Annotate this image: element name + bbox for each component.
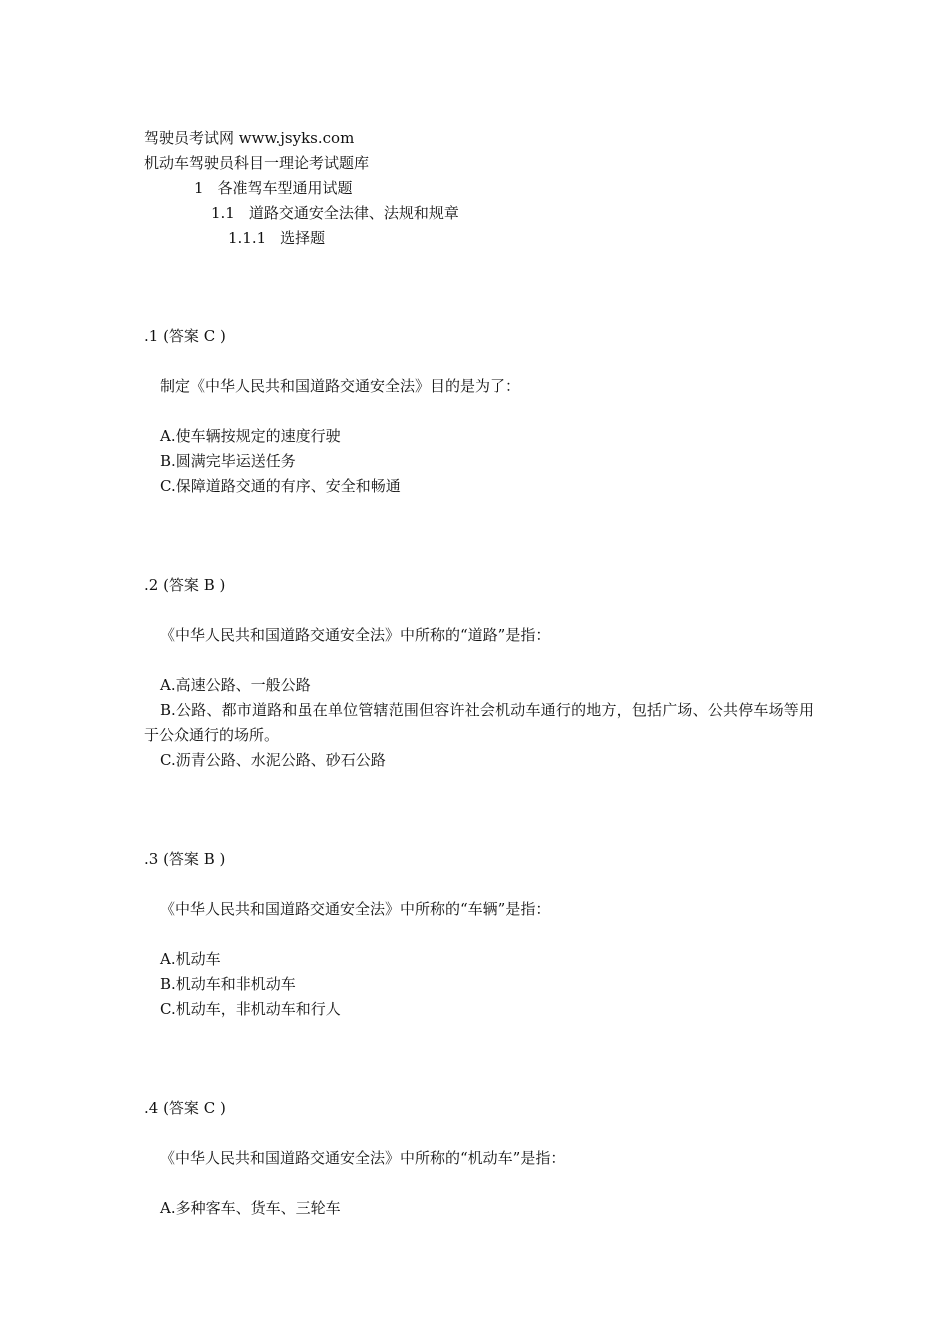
section-number: 1.1.1 [228, 229, 267, 247]
question-block [144, 573, 814, 773]
question-options [144, 424, 814, 499]
section-label: 道路交通安全法律、法规和规章 [248, 204, 459, 222]
section-heading-level1 [194, 176, 353, 201]
option-c: C.沥青公路、水泥公路、砂石公路 [160, 751, 386, 769]
question-text: 制定《中华人民共和国道路交通安全法》目的是为了： [160, 377, 521, 395]
option-b: B.机动车和非机动车 [160, 975, 296, 993]
section-label: 选择题 [280, 229, 326, 247]
question-options [144, 1196, 814, 1221]
question-answer-line: .4 (答案 C ) [144, 1099, 226, 1117]
section-number: 1.1 [211, 204, 235, 222]
option-c: C.机动车，非机动车和行人 [160, 1000, 341, 1018]
section-heading-level3 [228, 226, 325, 251]
question-bank-title: 机动车驾驶员科目一理论考试题库 [144, 154, 370, 172]
section-heading-level2 [211, 201, 459, 226]
option-b: B.圆满完毕运送任务 [160, 452, 296, 470]
option-c: C.保障道路交通的有序、安全和畅通 [160, 477, 401, 495]
option-a: A.高速公路、一般公路 [160, 676, 311, 694]
question-block [144, 1096, 814, 1221]
question-options [144, 673, 814, 773]
question-text: 《中华人民共和国道路交通安全法》中所称的“机动车”是指： [160, 1149, 566, 1167]
site-header: 驾驶员考试网 www.jsyks.com [144, 129, 355, 147]
question-block [144, 324, 814, 499]
option-a: A.机动车 [160, 950, 221, 968]
question-text: 《中华人民共和国道路交通安全法》中所称的“道路”是指： [160, 626, 551, 644]
section-number: 1 [194, 179, 204, 197]
option-a: A.使车辆按规定的速度行驶 [160, 427, 341, 445]
section-label: 各准驾车型通用试题 [217, 179, 353, 197]
option-a: A.多种客车、货车、三轮车 [160, 1199, 341, 1217]
question-options [144, 947, 814, 1022]
option-b: B.公路、都市道路和虽在单位管辖范围但容许社会机动车通行的地方，包括广场、公共停车场等用于公众通行的场所。 [144, 701, 814, 744]
question-block [144, 847, 814, 1022]
question-text: 《中华人民共和国道路交通安全法》中所称的“车辆”是指： [160, 900, 551, 918]
question-answer-line: .1 (答案 C ) [144, 327, 226, 345]
question-answer-line: .2 (答案 B ) [144, 576, 226, 594]
question-answer-line: .3 (答案 B ) [144, 850, 226, 868]
